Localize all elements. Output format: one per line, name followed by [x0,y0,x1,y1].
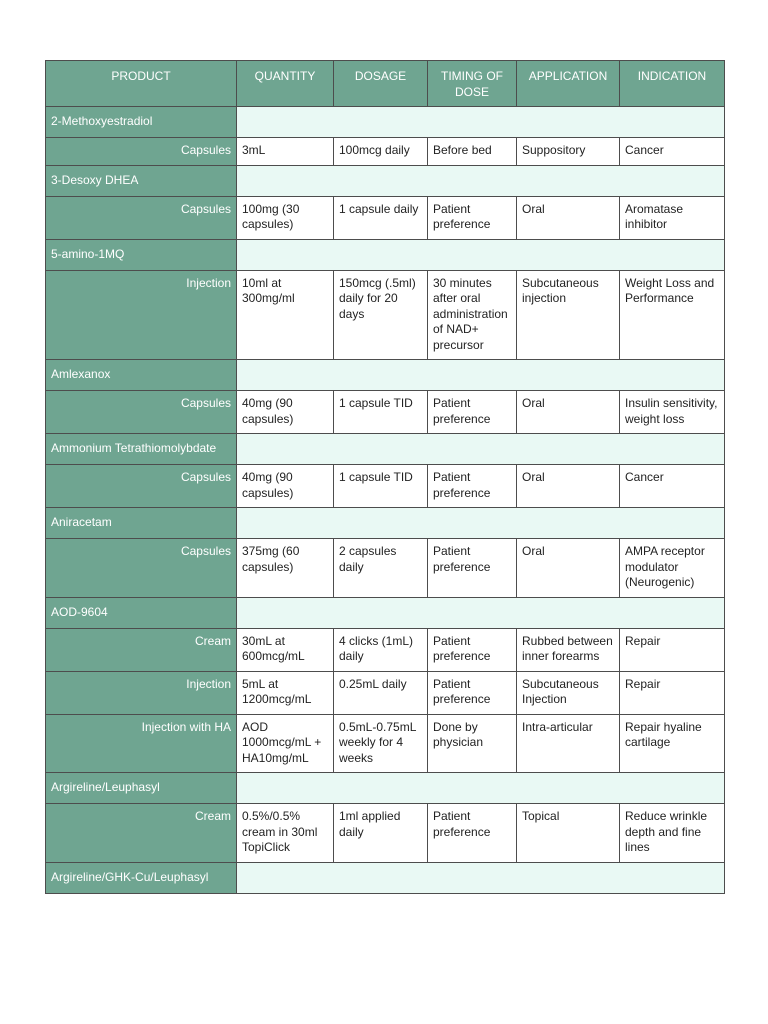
product-name-row [46,239,725,270]
header-quantity: QUANTITY [237,61,334,107]
form-cell: Cream [46,804,237,863]
table-row [46,138,725,166]
application-cell: Oral [517,539,620,598]
application-cell: Oral [517,391,620,434]
header-timing: TIMING OF DOSE [428,61,517,107]
form-cell: Injection with HA [46,714,237,773]
application-cell: Suppository [517,138,620,166]
form-cell: Capsules [46,465,237,508]
application-cell: Subcutaneous injection [517,270,620,360]
product-name-row [46,165,725,196]
indication-cell: Reduce wrinkle depth and fine lines [620,804,725,863]
quantity-cell: 10ml at 300mg/ml [237,270,334,360]
quantity-cell: 100mg (30 capsules) [237,196,334,239]
indication-cell: Repair hyaline cartilage [620,714,725,773]
product-name-filler [237,773,725,804]
product-name: AOD-9604 [46,597,237,628]
dosage-cell: 100mcg daily [334,138,428,166]
application-cell: Oral [517,465,620,508]
product-name-row [46,862,725,893]
product-table [45,60,725,894]
quantity-cell: AOD 1000mcg/mL + HA10mg/mL [237,714,334,773]
product-name: Aniracetam [46,508,237,539]
dosage-cell: 0.25mL daily [334,671,428,714]
quantity-cell: 30mL at 600mcg/mL [237,628,334,671]
indication-cell: Repair [620,671,725,714]
indication-cell: Repair [620,628,725,671]
dosage-cell: 0.5mL-0.75mL weekly for 4 weeks [334,714,428,773]
timing-cell: Patient preference [428,196,517,239]
dosage-cell: 1ml applied daily [334,804,428,863]
header-indication: INDICATION [620,61,725,107]
indication-cell: Weight Loss and Performance [620,270,725,360]
product-name-row [46,508,725,539]
product-name: 5-amino-1MQ [46,239,237,270]
product-name-filler [237,107,725,138]
application-cell: Rubbed between inner forearms [517,628,620,671]
indication-cell: Cancer [620,465,725,508]
timing-cell: 30 minutes after oral administration of NAD+ precursor [428,270,517,360]
form-cell: Injection [46,270,237,360]
product-name-row [46,773,725,804]
quantity-cell: 0.5%/0.5% cream in 30ml TopiClick [237,804,334,863]
product-name-filler [237,165,725,196]
form-cell: Capsules [46,391,237,434]
form-cell: Injection [46,671,237,714]
product-name: 3-Desoxy DHEA [46,165,237,196]
form-cell: Capsules [46,138,237,166]
product-name-row [46,597,725,628]
form-cell: Capsules [46,196,237,239]
table-row [46,539,725,598]
product-name: 2-Methoxyestradiol [46,107,237,138]
table-row [46,391,725,434]
product-name-filler [237,508,725,539]
quantity-cell: 375mg (60 capsules) [237,539,334,598]
product-name-filler [237,239,725,270]
form-cell: Capsules [46,539,237,598]
table-row [46,196,725,239]
quantity-cell: 40mg (90 capsules) [237,465,334,508]
product-name: Ammonium Tetrathiomolybdate [46,434,237,465]
dosage-cell: 2 capsules daily [334,539,428,598]
table-row [46,671,725,714]
quantity-cell: 5mL at 1200mcg/mL [237,671,334,714]
table-row [46,714,725,773]
table-header [46,61,725,107]
quantity-cell: 3mL [237,138,334,166]
application-cell: Subcutaneous Injection [517,671,620,714]
product-name: Argireline/GHK-Cu/Leuphasyl [46,862,237,893]
dosage-cell: 1 capsule daily [334,196,428,239]
header-dosage: DOSAGE [334,61,428,107]
application-cell: Intra-articular [517,714,620,773]
quantity-cell: 40mg (90 capsules) [237,391,334,434]
product-name-row [46,360,725,391]
timing-cell: Patient preference [428,671,517,714]
timing-cell: Patient preference [428,391,517,434]
dosage-cell: 4 clicks (1mL) daily [334,628,428,671]
product-name-filler [237,434,725,465]
timing-cell: Before bed [428,138,517,166]
indication-cell: Cancer [620,138,725,166]
header-product: PRODUCT [46,61,237,107]
dosage-cell: 150mcg (.5ml) daily for 20 days [334,270,428,360]
timing-cell: Done by physician [428,714,517,773]
product-name-row [46,434,725,465]
table-row [46,465,725,508]
table-row [46,804,725,863]
dosage-cell: 1 capsule TID [334,465,428,508]
indication-cell: Insulin sensitivity, weight loss [620,391,725,434]
product-name-filler [237,597,725,628]
timing-cell: Patient preference [428,465,517,508]
dosage-cell: 1 capsule TID [334,391,428,434]
product-name: Amlexanox [46,360,237,391]
product-name-row [46,107,725,138]
header-row [46,61,725,107]
product-name: Argireline/Leuphasyl [46,773,237,804]
form-cell: Cream [46,628,237,671]
application-cell: Topical [517,804,620,863]
indication-cell: AMPA receptor modulator (Neurogenic) [620,539,725,598]
table-body [46,107,725,894]
application-cell: Oral [517,196,620,239]
timing-cell: Patient preference [428,804,517,863]
timing-cell: Patient preference [428,539,517,598]
product-name-filler [237,360,725,391]
table-row [46,270,725,360]
table-row [46,628,725,671]
indication-cell: Aromatase inhibitor [620,196,725,239]
header-application: APPLICATION [517,61,620,107]
timing-cell: Patient preference [428,628,517,671]
product-name-filler [237,862,725,893]
